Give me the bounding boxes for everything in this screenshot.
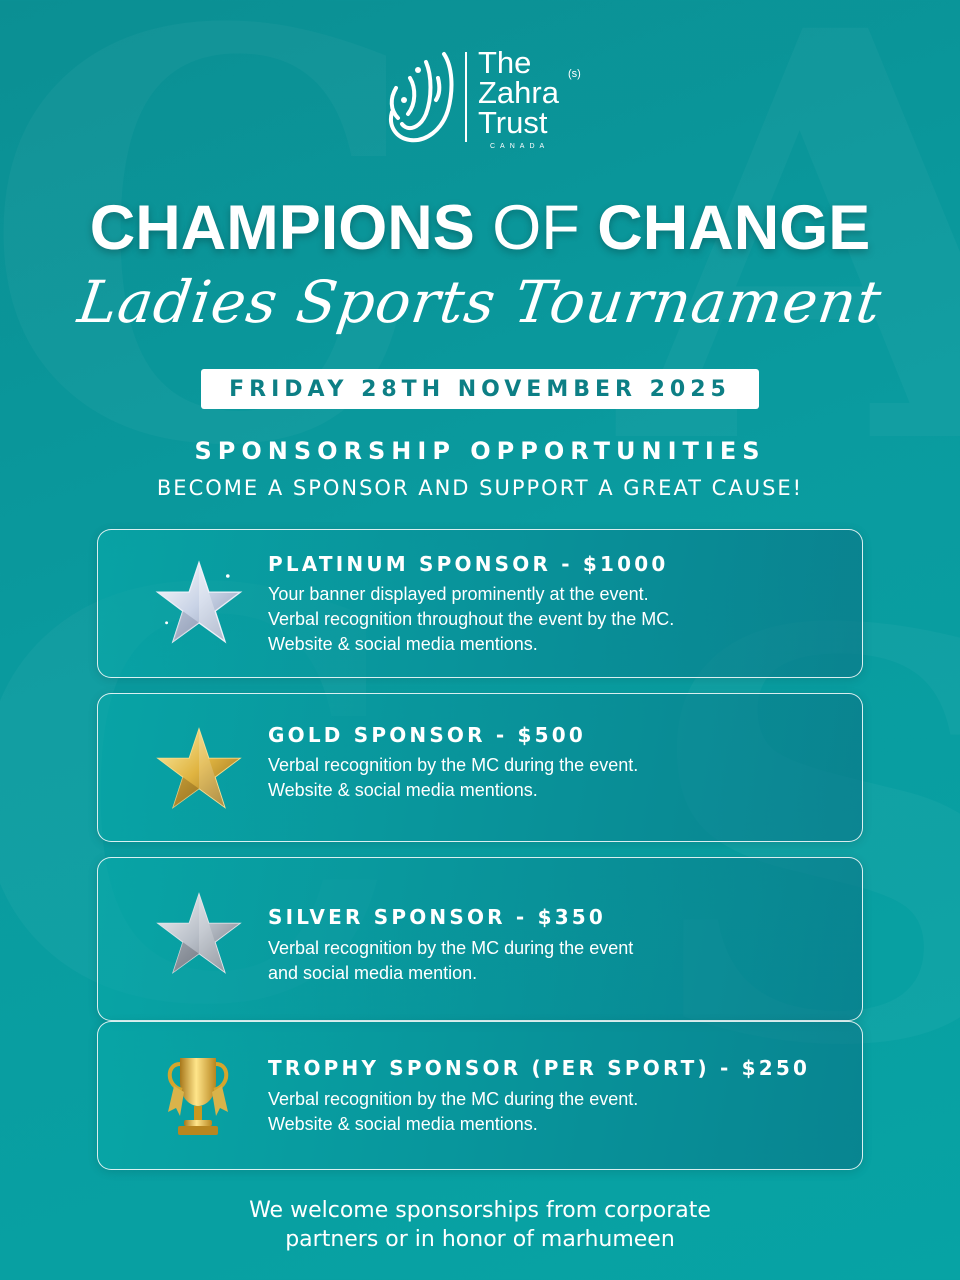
tier-benefit: Website & social media mentions. <box>268 780 538 800</box>
sponsorship-subheading: BECOME A SPONSOR AND SUPPORT A GREAT CAUSE! <box>156 476 804 500</box>
title-word-champions: CHAMPIONS <box>89 193 475 263</box>
tier-benefit: Website & social media mentions. <box>268 1114 538 1134</box>
tier-benefits <box>268 936 633 986</box>
tier-benefit: Your banner displayed prominently at the event. <box>268 584 649 604</box>
tier-title: SILVER SPONSOR - $350 <box>268 905 607 929</box>
calligraphy-logo-icon <box>382 48 462 148</box>
logo-country: CANADA <box>490 143 550 150</box>
logo-line-the: The <box>478 45 532 80</box>
tier-card-trophy <box>97 1021 863 1170</box>
event-title <box>0 192 960 264</box>
trophy-icon <box>158 1052 238 1142</box>
tier-title: TROPHY SPONSOR (PER SPORT) - $250 <box>268 1056 811 1080</box>
tier-benefits <box>268 1087 638 1137</box>
event-date: FRIDAY 28TH NOVEMBER 2025 <box>229 376 731 402</box>
logo-wordmark <box>478 45 588 140</box>
title-word-change: CHANGE <box>597 193 871 263</box>
sponsorship-heading: SPONSORSHIP OPPORTUNITIES <box>194 437 766 465</box>
event-subtitle-script: Ladies Sports Tournament <box>74 268 886 336</box>
tier-benefit: Verbal recognition by the MC during the event <box>268 938 634 958</box>
footer-line: partners or in honor of marhumeen <box>285 1227 675 1252</box>
silver-star-icon <box>154 889 244 979</box>
tier-benefits <box>268 582 674 657</box>
tier-title: GOLD SPONSOR - $500 <box>268 723 587 747</box>
tier-benefits <box>268 753 638 803</box>
logo-superscript: (s) <box>568 68 581 80</box>
footer-line: We welcome sponsorships from corporate <box>249 1198 711 1223</box>
logo-line-zahra: Zahra <box>478 75 559 110</box>
logo-line-trust: Trust <box>478 105 548 140</box>
tier-card-silver <box>97 857 863 1021</box>
tier-card-gold <box>97 693 863 842</box>
tier-benefit: and social media mention. <box>268 963 478 983</box>
logo-divider <box>465 52 467 142</box>
platinum-star-icon <box>154 558 244 648</box>
title-word-of: OF <box>492 193 580 263</box>
zahra-trust-logo <box>382 45 582 156</box>
tier-card-platinum <box>97 529 863 678</box>
footer-note <box>0 1196 960 1254</box>
gold-star-icon <box>154 724 244 814</box>
tier-benefit: Website & social media mentions. <box>268 634 538 654</box>
tier-benefit: Verbal recognition by the MC during the event. <box>268 755 639 775</box>
tier-benefit: Verbal recognition by the MC during the event. <box>268 1089 639 1109</box>
event-date-badge <box>201 369 759 409</box>
tier-title: PLATINUM SPONSOR - $1000 <box>268 552 669 576</box>
tier-benefit: Verbal recognition throughout the event by the MC. <box>268 609 675 629</box>
